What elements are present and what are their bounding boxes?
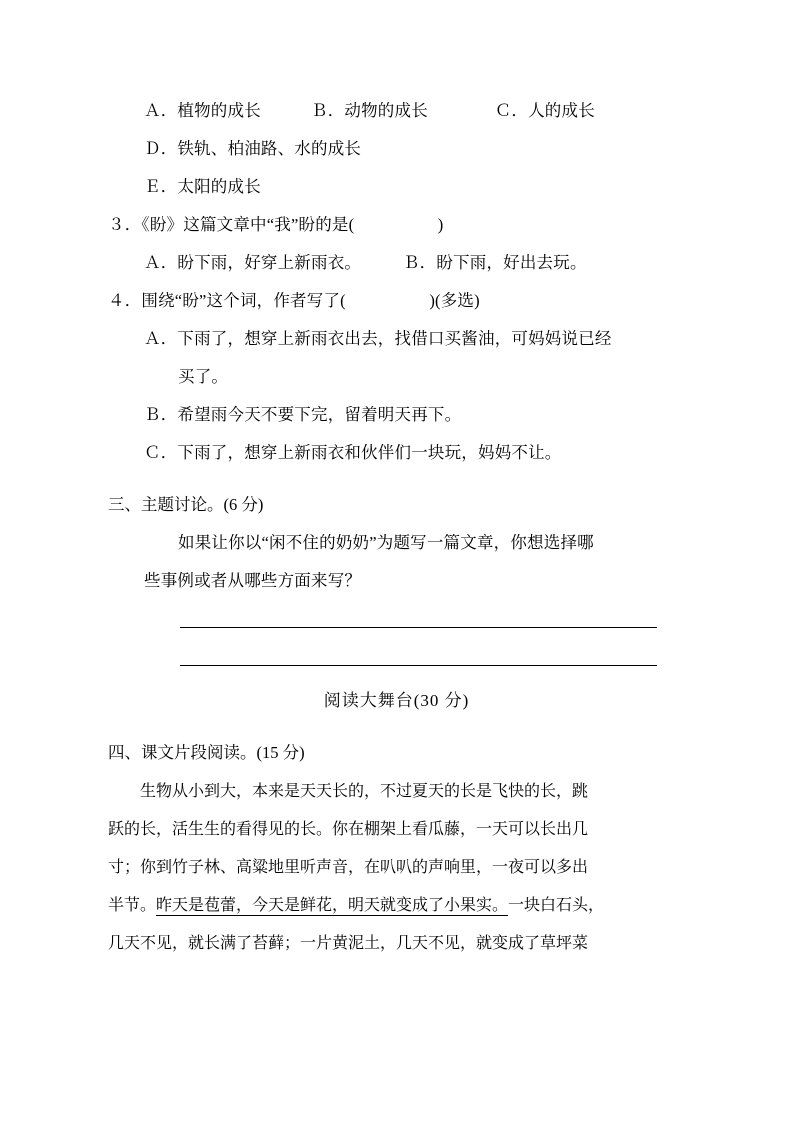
section-3-prompt-line-1: 如果让你以“闲不住的奶奶”为题写一篇文章，你想选择哪 xyxy=(178,533,594,552)
passage-line-3: 寸；你到竹子林、高粱地里听声音，在叭叭的声响里，一夜可以多出 xyxy=(108,857,589,876)
question-4-stem: ４．围绕“盼”这个词，作者写了( )(多选) xyxy=(108,291,480,310)
section-4-title: 四、课文片段阅读。(15 分) xyxy=(108,743,305,762)
passage-line-4-part-1: 半节。 xyxy=(108,895,157,914)
question-4-option-a-line1: Ａ．下雨了，想穿上新雨衣出去，找借口买酱油，可妈妈说已经 xyxy=(144,329,612,348)
question-4-option-a-line2: 买了。 xyxy=(178,367,229,386)
answer-rule xyxy=(180,627,657,628)
question-4-option-c: Ｃ．下雨了，想穿上新雨衣和伙伴们一块玩，妈妈不让。 xyxy=(144,443,562,462)
answer-rule xyxy=(180,665,657,666)
reading-section-banner: 阅读大舞台(30 分) xyxy=(323,691,470,710)
question-3-options: Ａ．盼下雨，好穿上新雨衣。 Ｂ．盼下雨，好出去玩。 xyxy=(144,253,587,272)
passage-line-4-underlined: 昨天是苞蕾，今天是鲜花，明天就变成了小果实。 xyxy=(156,895,509,914)
q2-option-row-3: Ｅ．太阳的成长 xyxy=(144,177,261,196)
answer-blank-line-1[interactable] xyxy=(108,600,685,638)
passage-line-4 xyxy=(108,886,685,924)
question-3-stem: ３．《盼》这篇文章中“我”盼的是( ) xyxy=(108,215,444,234)
reading-passage xyxy=(108,772,685,962)
q2-option-row-2: Ｄ．铁轨、柏油路、水的成长 xyxy=(144,139,362,158)
passage-line-5: 几天不见，就长满了苔藓；一片黄泥土，几天不见，就变成了草坪菜 xyxy=(108,933,589,952)
answer-blank-line-2[interactable] xyxy=(108,638,685,676)
section-3-prompt-line-2: 些事例或者从哪些方面来写？ xyxy=(144,571,362,590)
passage-line-4-part-3: 一块白石头， xyxy=(508,895,605,914)
q2-option-row-1: Ａ．植物的成长 Ｂ．动物的成长 Ｃ．人的成长 xyxy=(144,101,595,120)
question-4-option-b: Ｂ．希望雨今天不要下完，留着明天再下。 xyxy=(144,405,462,424)
passage-line-1: 生物从小到大，本来是天天长的，不过夏天的长是飞快的长，跳 xyxy=(140,781,589,800)
section-3-title: 三、主题讨论。(6 分) xyxy=(108,495,264,514)
passage-line-2: 跃的长，活生生的看得见的长。你在棚架上看瓜藤，一天可以长出几 xyxy=(108,819,589,838)
